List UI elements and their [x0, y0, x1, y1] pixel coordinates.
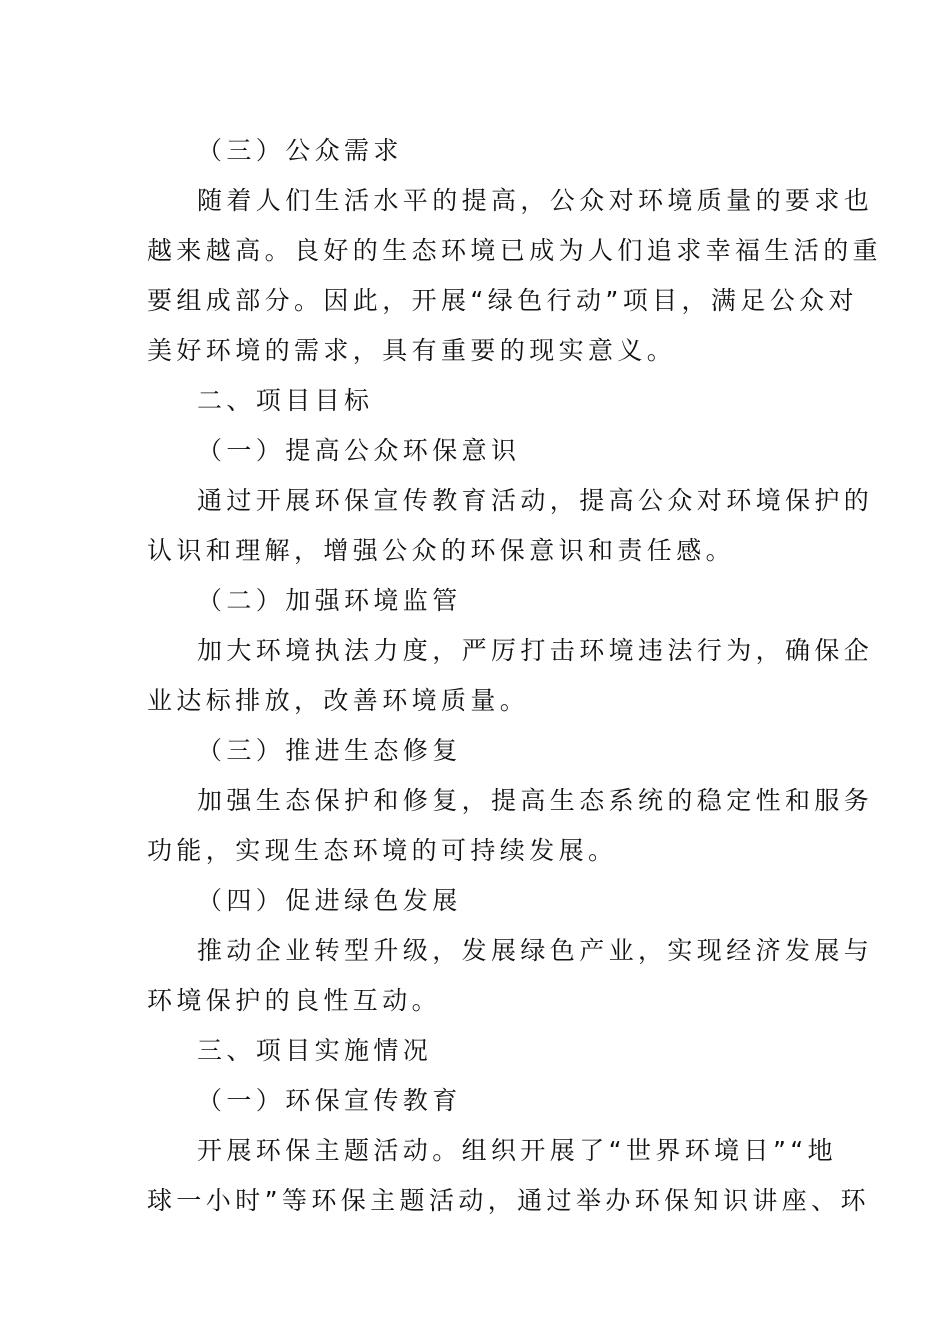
paragraph-line: 加大环境执法力度，严厉打击环境违法行为，确保企 [197, 636, 874, 665]
paragraph-line: 加强生态保护和修复，提高生态系统的稳定性和服务 [197, 786, 874, 815]
paragraph-line: 开展环保主题活动。组织开展了“世界环境日”“地 [197, 1136, 838, 1165]
section-heading-project-goals: 二、项目目标 [197, 386, 374, 415]
paragraph-line: 球一小时”等环保主题活动，通过举办环保知识讲座、环 [147, 1186, 870, 1215]
paragraph-line: 环境保护的良性互动。 [147, 986, 442, 1015]
paragraph-line: 通过开展环保宣传教育活动，提高公众对环境保护的 [197, 486, 874, 515]
paragraph-line: 功能，实现生态环境的可持续发展。 [147, 836, 618, 865]
subheading-awareness: （一）提高公众环保意识 [197, 436, 521, 465]
subheading-education: （一）环保宣传教育 [197, 1086, 462, 1115]
paragraph-line: 推动企业转型升级，发展绿色产业，实现经济发展与 [197, 936, 874, 965]
paragraph-line: 业达标排放，改善环境质量。 [147, 686, 530, 715]
subheading-supervision: （二）加强环境监管 [197, 586, 462, 615]
paragraph-line: 随着人们生活水平的提高，公众对环境质量的要求也 [197, 186, 874, 215]
section-heading-implementation: 三、项目实施情况 [197, 1036, 433, 1065]
subheading-public-demand: （三）公众需求 [197, 136, 403, 165]
paragraph-line: 认识和理解，增强公众的环保意识和责任感。 [147, 536, 736, 565]
subheading-green-development: （四）促进绿色发展 [197, 886, 462, 915]
paragraph-line: 美好环境的需求，具有重要的现实意义。 [147, 336, 677, 365]
subheading-restoration: （三）推进生态修复 [197, 736, 462, 765]
paragraph-line: 越来越高。良好的生态环境已成为人们追求幸福生活的重 [147, 236, 883, 265]
paragraph-line: 要组成部分。因此，开展“绿色行动”项目，满足公众对 [147, 286, 858, 315]
